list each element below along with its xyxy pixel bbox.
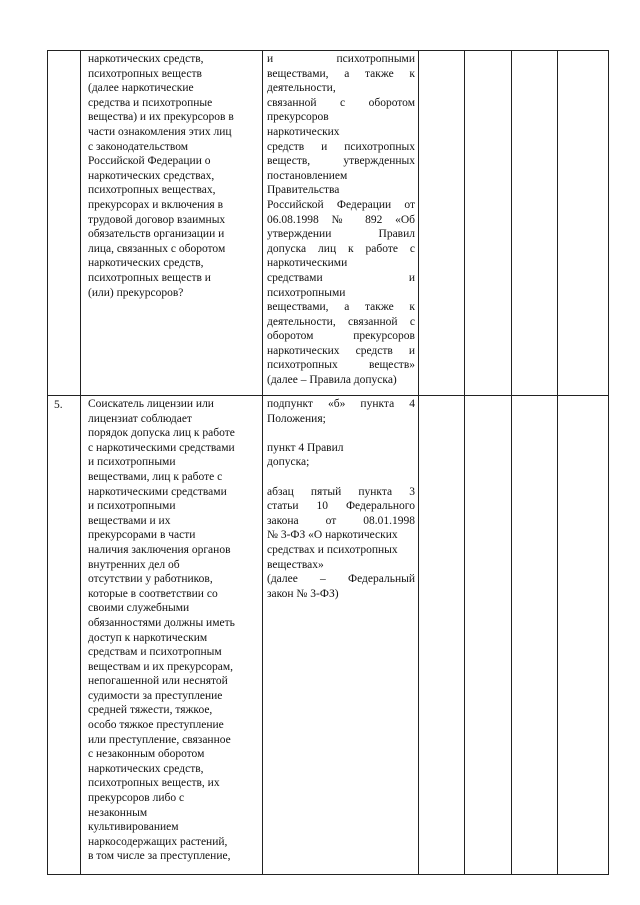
text-line: психотропных веществ и bbox=[88, 271, 211, 284]
text-line: наркотических средств и bbox=[267, 344, 415, 357]
text-line: деятельности, связанной с bbox=[267, 315, 415, 328]
text-line: веществами, лиц к работе с bbox=[88, 470, 223, 483]
text-line: прекурсоров bbox=[267, 111, 329, 124]
row-divider bbox=[48, 395, 608, 396]
text-line: закон № 3-ФЗ) bbox=[267, 587, 339, 600]
text-line: средней тяжести, тяжкое, bbox=[88, 704, 213, 717]
text-line: особо тяжкое преступление bbox=[88, 719, 224, 732]
text-line: с незаконным оборотом bbox=[88, 748, 205, 761]
text-line: средствах и психотропных bbox=[267, 543, 398, 556]
column-divider bbox=[418, 51, 419, 874]
text-line: веществ, утвержденных bbox=[267, 155, 415, 168]
text-line: психотропных веществ» bbox=[267, 359, 415, 372]
text-line: непогашенной или неснятой bbox=[88, 675, 228, 688]
text-line: доступ к наркотическим bbox=[88, 631, 208, 644]
blank-line bbox=[267, 426, 415, 441]
column-divider bbox=[464, 51, 465, 874]
text-line: судимости за преступление bbox=[88, 689, 223, 702]
requirement-text bbox=[88, 52, 260, 300]
text-line: обязанностями должны иметь bbox=[88, 616, 235, 629]
text-line: веществами и их bbox=[88, 514, 171, 527]
text-line: наркотических средств, bbox=[88, 257, 204, 270]
text-line: психотропными bbox=[267, 286, 346, 299]
row-number: 5. bbox=[54, 399, 63, 411]
text-line: № 3-ФЗ «О наркотических bbox=[267, 529, 398, 542]
text-line: которые в соответствии со bbox=[88, 587, 218, 600]
text-line: 06.08.1998 № 892 «Об bbox=[267, 213, 415, 226]
text-line: подпункт «б» пункта 4 bbox=[267, 398, 415, 410]
text-line: прекурсоров либо с bbox=[88, 792, 185, 805]
text-line: утверждении Правил bbox=[267, 228, 415, 241]
text-line: (далее – Правила допуска) bbox=[267, 374, 397, 387]
column-divider bbox=[511, 51, 512, 874]
text-line: Российской Федерации от bbox=[267, 198, 415, 211]
text-line: Российской Федерации о bbox=[88, 155, 211, 168]
text-line: средств и психотропных bbox=[267, 140, 415, 153]
text-line: Правительства bbox=[267, 184, 340, 197]
requirement-text bbox=[88, 397, 260, 864]
text-line: и психотропными bbox=[88, 500, 176, 513]
text-line: вещества) и их прекурсоров в bbox=[88, 111, 234, 124]
text-line: или преступление, связанное bbox=[88, 733, 231, 746]
text-line: наркотическими средствами bbox=[88, 485, 227, 498]
text-line: наркотических средств, bbox=[88, 762, 204, 775]
text-line: с наркотическими средствами bbox=[88, 441, 235, 454]
text-line: допуска; bbox=[267, 456, 310, 469]
text-line: и психотропными bbox=[267, 53, 415, 65]
text-line: веществах» bbox=[267, 558, 324, 571]
text-line: психотропных веществ bbox=[88, 67, 202, 80]
text-line: оборотом прекурсоров bbox=[267, 330, 415, 343]
text-line: наличия заключения органов bbox=[88, 543, 231, 556]
text-line: прекурсорах и включения в bbox=[88, 198, 223, 211]
text-line: (или) прекурсоров? bbox=[88, 286, 184, 299]
text-line: отсутствии у работников, bbox=[88, 573, 213, 586]
text-line: допуска лиц к работе с bbox=[267, 242, 415, 255]
text-line: (далее – Федеральный bbox=[267, 573, 415, 586]
text-line: (далее наркотические bbox=[88, 82, 194, 95]
text-line: части ознакомления этих лиц bbox=[88, 125, 232, 138]
text-line: Положения; bbox=[267, 412, 326, 425]
column-divider bbox=[557, 51, 558, 874]
text-line: психотропных веществах, bbox=[88, 184, 216, 197]
text-line: постановлением bbox=[267, 169, 348, 182]
text-line: лица, связанных с оборотом bbox=[88, 242, 226, 255]
text-line: трудовой договор взаимных bbox=[88, 213, 226, 226]
text-line: и психотропными bbox=[88, 456, 176, 469]
text-line: веществами, а также к bbox=[267, 67, 415, 80]
checklist-table bbox=[47, 50, 609, 875]
text-line: прекурсорами в части bbox=[88, 529, 196, 542]
text-line: средствами и bbox=[267, 271, 415, 284]
text-line: порядок допуска лиц к работе bbox=[88, 427, 235, 440]
text-line: абзац пятый пункта 3 bbox=[267, 485, 415, 498]
legal-reference-text bbox=[267, 397, 415, 601]
text-line: незаконным bbox=[88, 806, 148, 819]
blank-line bbox=[267, 470, 415, 485]
text-line: связанной с оборотом bbox=[267, 96, 415, 109]
text-line: деятельности, bbox=[267, 82, 336, 95]
text-line: закона от 08.01.1998 bbox=[267, 514, 415, 527]
text-line: обязательств организации и bbox=[88, 228, 225, 241]
text-line: пункт 4 Правил bbox=[267, 441, 344, 454]
text-line: веществам и их прекурсорам, bbox=[88, 660, 233, 673]
text-line: внутренних дел об bbox=[88, 558, 180, 571]
text-line: наркотическими bbox=[267, 257, 348, 270]
text-line: статьи 10 Федерального bbox=[267, 500, 415, 513]
text-line: наркосодержащих растений, bbox=[88, 835, 228, 848]
text-line: лицензиат соблюдает bbox=[88, 412, 192, 425]
text-line: веществами, а также к bbox=[267, 301, 415, 314]
text-line: культивированием bbox=[88, 821, 179, 834]
text-line: с законодательством bbox=[88, 140, 189, 153]
text-line: наркотических bbox=[267, 125, 340, 138]
text-line: наркотических средств, bbox=[88, 53, 204, 65]
text-line: в том числе за преступление, bbox=[88, 850, 231, 863]
text-line: средствам и психотропным bbox=[88, 646, 222, 659]
text-line: наркотических средствах, bbox=[88, 169, 215, 182]
column-divider bbox=[80, 51, 81, 874]
text-line: своими служебными bbox=[88, 602, 190, 615]
text-line: средства и психотропные bbox=[88, 96, 213, 109]
column-divider bbox=[262, 51, 263, 874]
legal-reference-text bbox=[267, 52, 415, 388]
text-line: Соискатель лицензии или bbox=[88, 398, 214, 410]
text-line: психотропных веществ, их bbox=[88, 777, 220, 790]
